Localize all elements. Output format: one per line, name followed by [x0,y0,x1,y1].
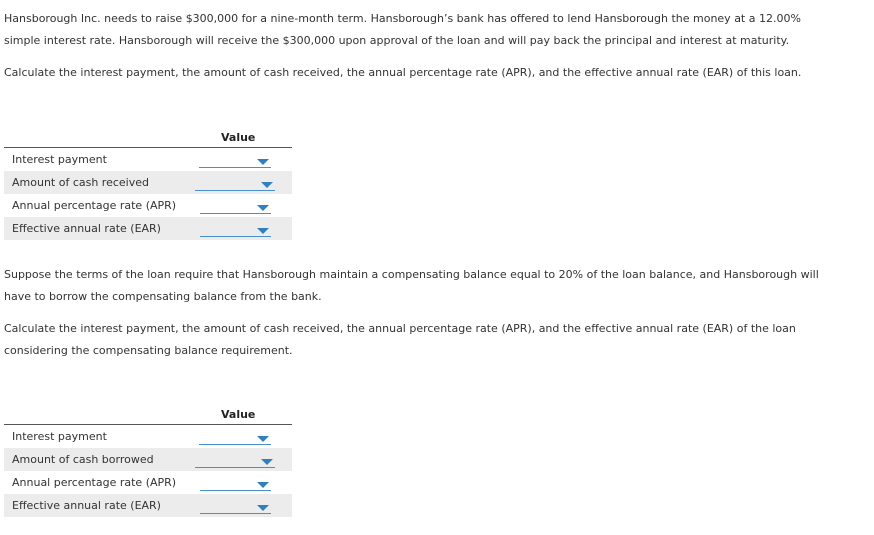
answer-table-2 [4,404,292,517]
dropdown-arrow-icon [257,482,269,488]
apr-dropdown[interactable] [200,474,271,491]
dropdown-arrow-icon [257,205,269,211]
question-2 [4,318,864,362]
dropdown-arrow-icon [257,505,269,511]
dropdown-arrow-icon [261,182,273,188]
question-1-text: Calculate the interest payment, the amount of cash received, the annual percentage rate (APR), and the effective annual rate (EAR) of this loan. [4,66,802,79]
interest-payment-dropdown[interactable] [199,428,271,445]
answer-table-1 [4,127,292,240]
compensating-balance-intro [4,264,864,308]
compensating-balance-line-1: Suppose the terms of the loan require that Hansborough maintain a compensating balance equal to 20% of the loan balance, and Hansborough will [4,268,819,281]
value-column-header: Value [221,408,256,421]
ear-dropdown[interactable] [200,220,271,237]
dropdown-arrow-icon [257,159,269,165]
ear-dropdown[interactable] [200,497,271,514]
row-label: Amount of cash borrowed [12,453,154,466]
question-2-line-1: Calculate the interest payment, the amount of cash received, the annual percentage rate (APR), and the effective annual rate (EAR) of the loan [4,322,796,335]
question-2-line-2: considering the compensating balance requirement. [4,344,293,357]
problem-intro-line-1: Hansborough Inc. needs to raise $300,000 for a nine-month term. Hansborough’s bank has offered to lend Hansborough the money at a 12.00% [4,12,801,25]
row-label: Amount of cash received [12,176,149,189]
row-label: Interest payment [12,430,107,443]
table-header [4,127,292,148]
problem-intro [4,8,864,52]
table-row-apr [4,194,292,217]
table-row-interest-payment [4,425,292,448]
table-header [4,404,292,425]
row-label: Annual percentage rate (APR) [12,476,177,489]
dropdown-arrow-icon [257,436,269,442]
table-row-ear [4,217,292,240]
table-row-cash-borrowed [4,448,292,471]
question-1 [4,62,864,84]
cash-received-dropdown[interactable] [195,174,275,191]
dropdown-arrow-icon [257,228,269,234]
apr-dropdown[interactable] [200,197,271,214]
table-row-cash-received [4,171,292,194]
row-label: Effective annual rate (EAR) [12,222,161,235]
table-row-apr [4,471,292,494]
problem-intro-line-2: simple interest rate. Hansborough will receive the $300,000 upon approval of the loan and will pay back the principal and interest at maturity. [4,34,790,47]
dropdown-arrow-icon [261,459,273,465]
row-label: Annual percentage rate (APR) [12,199,177,212]
cash-borrowed-dropdown[interactable] [195,451,275,468]
interest-payment-dropdown[interactable] [199,151,271,168]
table-row-ear [4,494,292,517]
compensating-balance-line-2: have to borrow the compensating balance from the bank. [4,290,322,303]
value-column-header: Value [221,131,256,144]
row-label: Interest payment [12,153,107,166]
row-label: Effective annual rate (EAR) [12,499,161,512]
table-row-interest-payment [4,148,292,171]
